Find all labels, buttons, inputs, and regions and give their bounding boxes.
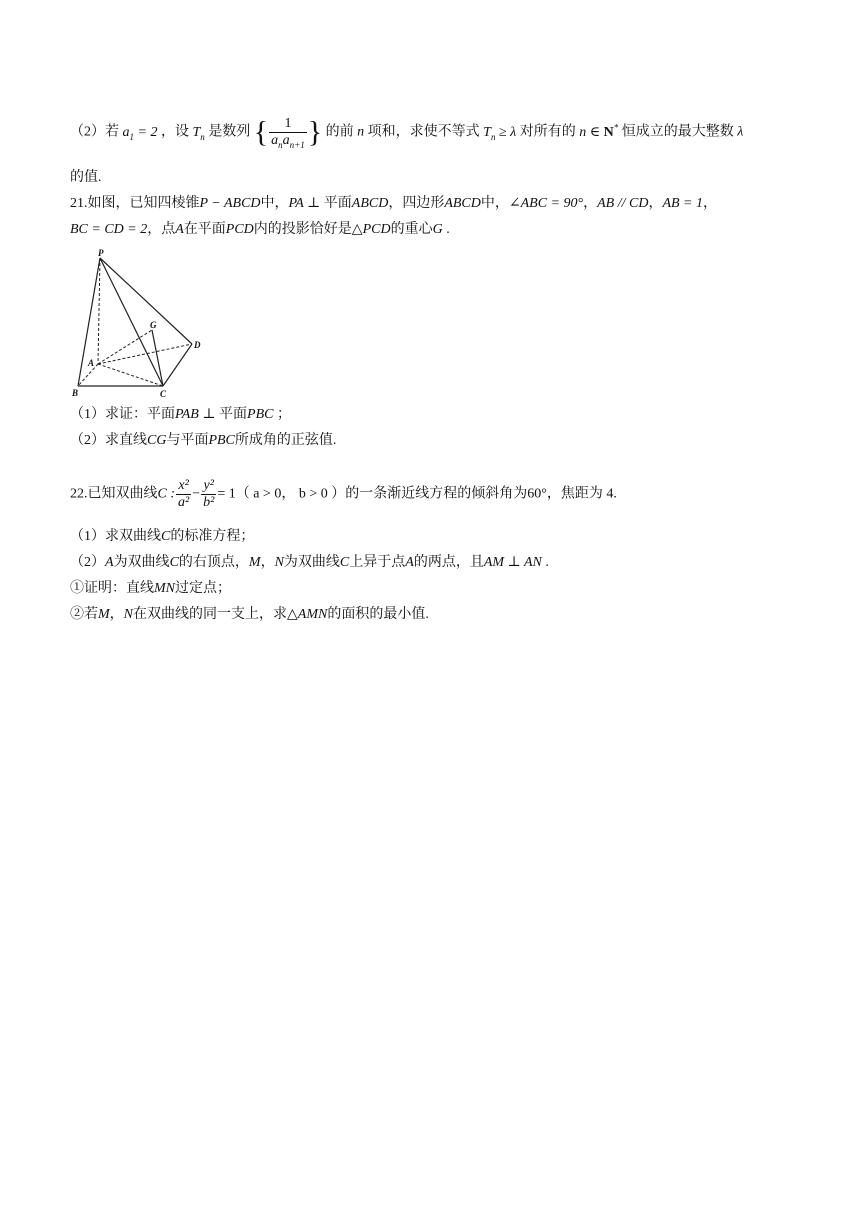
- math-a1-eq-2: $a_1 = 2$: [122, 124, 158, 142]
- label-P: P: [98, 248, 104, 258]
- label-B: B: [72, 388, 79, 398]
- q22-line1: 22.已知双曲线C : $\frac{\text{x²}}{\text{a²}}$ − $\frac{\text{y²}}{\text{b²}}$ = 1（ a > 0， b > 0 ）的一条渐近线方程的倾斜角为60°，焦距为 4.: [70, 478, 617, 510]
- fraction-y2-b2: $\frac{\text{y²}}{\text{b²}}$: [203, 478, 215, 510]
- edge-PA-dashed: [98, 258, 100, 364]
- label-C: C: [160, 389, 167, 399]
- q20-part2-line: （2）若 $a_1 = 2$ ，设 $T_n$ 是数列 { $\frac{1}{a_na_{n+1}}$ } 的前 n 项和，求使不等式 $T_n \ge \lambda$ 对所有的 n ∈ N* 恒成立的最大整数 λ: [70, 115, 744, 150]
- q22-sub2: （2）A为双曲线C的右顶点，M，N为双曲线C上异于点A的两点，且AM ⊥ AN .: [70, 555, 549, 570]
- math-n-in-Nstar: n ∈ N*: [579, 122, 619, 140]
- right-brace: }: [307, 115, 323, 149]
- q22-sub1: （1）求双曲线C的标准方程；: [70, 529, 255, 544]
- q21-sub2: （2）求直线CG与平面PBC所成角的正弦值.: [70, 433, 337, 448]
- q20-part2-cont: 的值.: [70, 170, 102, 185]
- q21-line1: 21.如图，已知四棱锥P − ABCD中，PA ⊥ 平面ABCD，四边形ABCD中，∠ABC = 90°，AB // CD，AB = 1，: [70, 196, 718, 211]
- fraction-1-over-anan1: $\frac{1}{a_na_{n+1}}$: [271, 116, 305, 150]
- math-Tn-ge-lambda: $T_n \ge \lambda$: [483, 124, 517, 142]
- left-brace: {: [253, 115, 269, 149]
- label-G: G: [150, 320, 157, 330]
- q22-claim2: ②若M，N在双曲线的同一支上，求△AMN的面积的最小值.: [70, 607, 429, 622]
- edge-CD: [163, 344, 192, 386]
- q21-line2: BC = CD = 2，点A在平面PCD内的投影恰好是△PCD的重心G .: [70, 222, 450, 237]
- fraction-x2-a2: $\frac{\text{x²}}{\text{a²}}$: [178, 478, 190, 510]
- label-A: A: [88, 358, 95, 368]
- pyramid-figure: [70, 248, 210, 400]
- edge-AD-dashed: [98, 344, 192, 364]
- edge-PD: [100, 258, 192, 344]
- edge-CG: [152, 330, 163, 386]
- math-Tn: $T_n$: [192, 124, 205, 142]
- q22-claim1: ①证明：直线MN过定点；: [70, 581, 231, 596]
- label-D: D: [194, 340, 201, 350]
- q21-sub1: （1）求证：平面PAB ⊥ 平面PBC ；: [70, 407, 291, 422]
